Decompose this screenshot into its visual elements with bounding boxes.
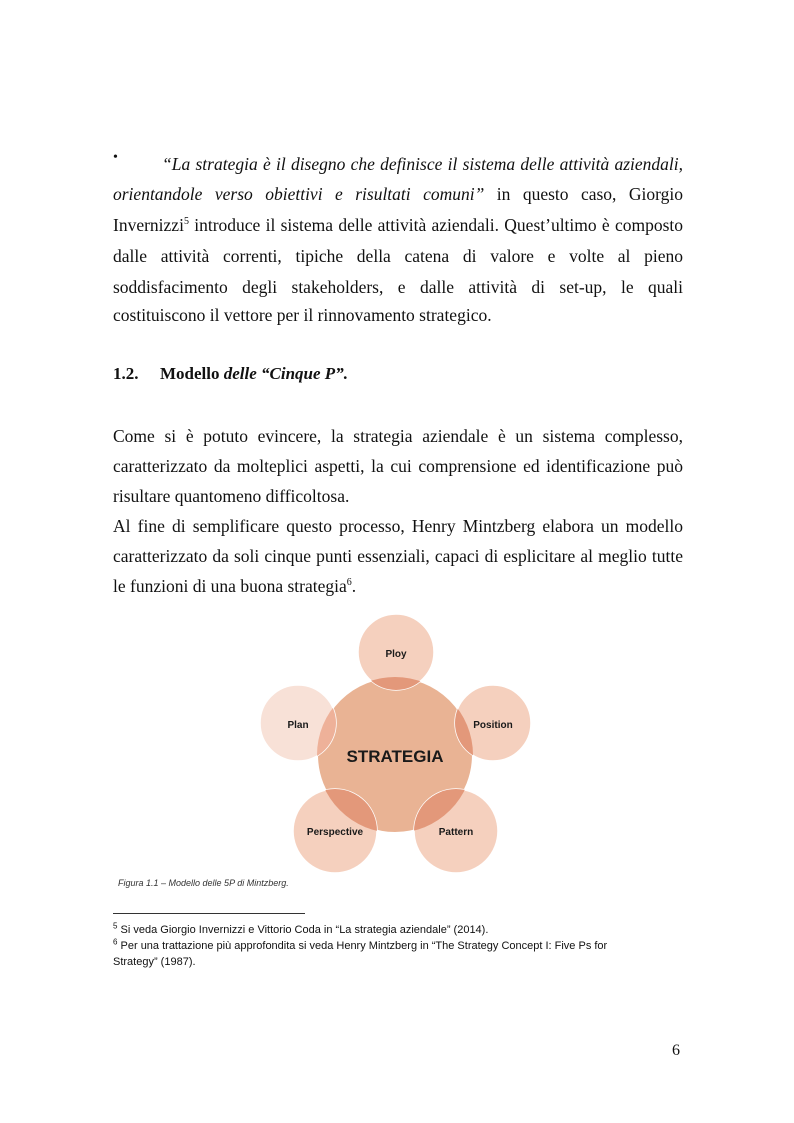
bullet-line-6: costituiscono il vettore per il rinnovamento strategico. <box>113 305 492 325</box>
para2-line-2: caratterizzato da soli cinque punti essenziali, capaci di esplicitare al meglio tutte <box>113 546 683 566</box>
bullet-line-3-text: introduce il sistema delle attività aziendali. Quest’ultimo è composto <box>194 215 684 235</box>
author-name: Invernizzi <box>113 215 184 235</box>
footnote-5-text: Si veda Giorgio Invernizzi e Vittorio Coda in “La strategia aziendale” (2014). <box>120 924 489 936</box>
bullet-line-2 <box>113 184 683 204</box>
bullet-line-5: soddisfacimento degli stakeholders, e dalle attività di set-up, le quali <box>113 277 683 297</box>
footnote-ref-6[interactable]: 6 <box>346 577 352 589</box>
footnote-separator <box>113 913 305 914</box>
bullet-line-4: dalle attività correnti, tipiche della catena di valore e volte al pieno <box>113 246 683 266</box>
section-title <box>160 364 348 384</box>
section-number: 1.2. <box>113 364 139 383</box>
perspective-label: Perspective <box>306 827 364 838</box>
five-p-diagram <box>250 610 540 880</box>
para1-line-3: risultare quantomeno difficoltosa. <box>113 486 350 506</box>
footnote-6-cont: Strategy” (1987). <box>113 956 196 968</box>
ploy-label: Ploy <box>385 649 407 660</box>
footnote-6-text-1: Per una trattazione più approfondita si veda Henry Mintzberg in “The Strategy Concept I: Five Ps for <box>120 940 608 952</box>
page-number: 6 <box>672 1042 680 1059</box>
footnote-5 <box>113 922 488 938</box>
bullet-line-1: “La strategia è il disegno che definisce il sistema delle attività aziendali, <box>162 154 683 174</box>
period: . <box>351 576 357 596</box>
quote-end: orientandole verso obiettivi e risultati comuni” <box>113 184 485 204</box>
para2-line-1: Al fine di semplificare questo processo, Henry Mintzberg elabora un modello <box>113 516 683 536</box>
section-title-a: Modello <box>160 364 220 383</box>
para2-line-3-text: le funzioni di una buona strategia <box>113 576 347 596</box>
footnote-6 <box>113 938 607 954</box>
footnote-6-number: 6 <box>113 937 118 947</box>
position-label: Position <box>473 720 513 731</box>
footnote-ref-5[interactable]: 5 <box>183 216 189 228</box>
para2-line-3 <box>113 576 683 596</box>
figure-caption: Figura 1.1 – Modello delle 5P di Mintzberg. <box>118 878 289 888</box>
footnote-5-number: 5 <box>113 921 118 931</box>
bullet-line-2-text: in questo caso, Giorgio <box>496 184 683 204</box>
para1-line-2: caratterizzato da molteplici aspetti, la cui comprensione ed identificazione può <box>113 456 683 476</box>
bullet-marker: • <box>113 150 118 165</box>
plan-label: Plan <box>287 720 309 731</box>
section-title-b: delle “Cinque P”. <box>223 364 348 383</box>
pattern-label: Pattern <box>438 827 474 838</box>
center-label: STRATEGIA <box>346 747 444 766</box>
bullet-line-3 <box>113 215 683 235</box>
para1-line-1: Come si è potuto evincere, la strategia aziendale è un sistema complesso, <box>113 426 683 446</box>
